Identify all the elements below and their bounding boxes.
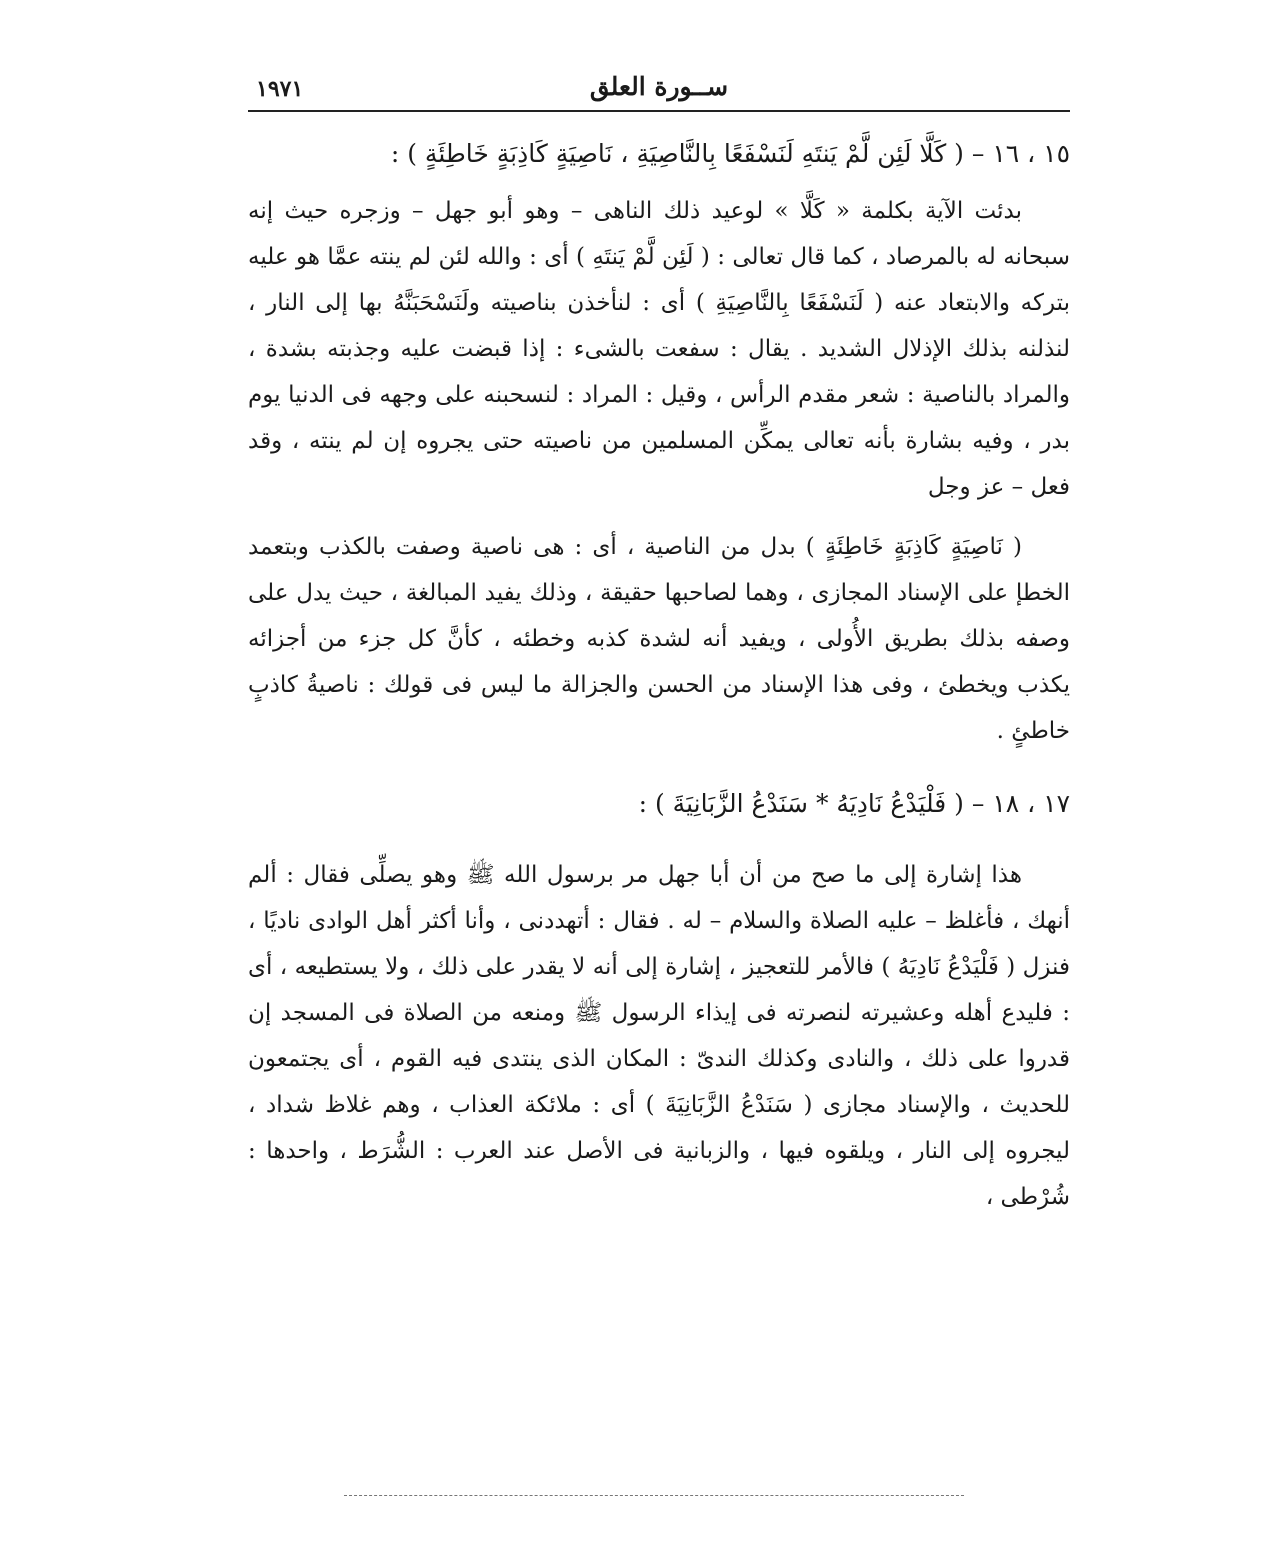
commentary-paragraph: هذا إشارة إلى ما صح من أن أبا جهل مر برسول الله ﷺ وهو يصلِّى فقال : ألم أنهك ، فأغلظ – عليه الصلاة والسلام – له . فقال : أتهددنى ، وأنا أكثر أهل الوادى ناديًا ، فنزل ( فَلْيَدْعُ نَادِيَهُ ) فالأمر للتعجيز ، إشارة إلى أنه لا يقدر على ذلك ، ولا يستطيعه ، أى : فليدع أهله وعشيرته لنصرته فى إيذاء الرسول ﷺ ومنعه من الصلاة فى المسجد إن قدروا على ذلك ، والنادى وكذلك الندىّ : المكان الذى ينتدى فيه القوم ، أى يجتمعون للحديث ، والإسناد مجازى ( سَنَدْعُ الزَّبَانِيَةَ ) أى : ملائكة العذاب ، وهم غلاظ شداد ، ليجروه إلى النار ، ويلقوه فيها ، والزبانية فى الأصل عند العرب : الشُّرَط ، واحدها : شُرْطى ،: [248, 862, 1070, 1210]
footer-divider: [344, 1495, 964, 1496]
surah-title: ســورة العلق: [589, 72, 729, 101]
running-header: [248, 66, 1070, 112]
commentary-paragraph: ( نَاصِيَةٍ كَاذِبَةٍ خَاطِئَةٍ ) بدل من الناصية ، أى : هى ناصية وصفت بالكذب وبتعمد الخطإ على الإسناد المجازى ، وهما لصاحبها حقيقة ، وذلك يفيد المبالغة ، حيث يدل على وصفه بذلك بطريق الأُولى ، ويفيد أنه لشدة كذبه وخطئه ، كأنَّ كل جزء من أجزائه يكذب ويخطئ ، وفى هذا الإسناد من الحسن والجزالة ما ليس فى قولك : ناصيةُ كاذبٍ خاطئٍ .: [248, 534, 1070, 744]
page-number: ١٩٧١: [256, 76, 304, 102]
commentary-paragraph: بدئت الآية بكلمة « كَلَّا » لوعيد ذلك الناهى – وهو أبو جهل – وزجره حيث إنه سبحانه له بالمرصاد ، كما قال تعالى : ( لَئِن لَّمْ يَنتَهِ ) أى : والله لئن لم ينته عمَّا هو عليه بتركه والابتعاد عنه ( لَنَسْفَعًا بِالنَّاصِيَةِ ) أى : لنأخذن بناصيته ولَنَسْحَبَنَّهُ بها إلى النار ، لنذلنه بذلك الإذلال الشديد . يقال : سفعت بالشىء : إذا قبضت عليه وجذبته بشدة ، والمراد بالناصية : شعر مقدم الرأس ، وقيل : المراد : لنسحبنه على وجهه فى الدنيا يوم بدر ، وفيه بشارة بأنه تعالى يمكِّن المسلمين من ناصيته حتى يجروه إن لم ينته ، وقد فعل – عز وجل: [248, 198, 1070, 500]
verse-heading-15-16: ١٥ ، ١٦ – ( كَلَّا لَئِن لَّمْ يَنتَهِ لَنَسْفَعًا بِالنَّاصِيَةِ ، نَاصِيَةٍ كَاذِبَةٍ خَاطِئَةٍ ) :: [390, 139, 1070, 168]
document-page: [248, 66, 1070, 1506]
verse-heading-17-18: ١٧ ، ١٨ – ( فَلْيَدْعُ نَادِيَهُ * سَنَدْعُ الزَّبَانِيَةَ ) :: [638, 789, 1070, 818]
